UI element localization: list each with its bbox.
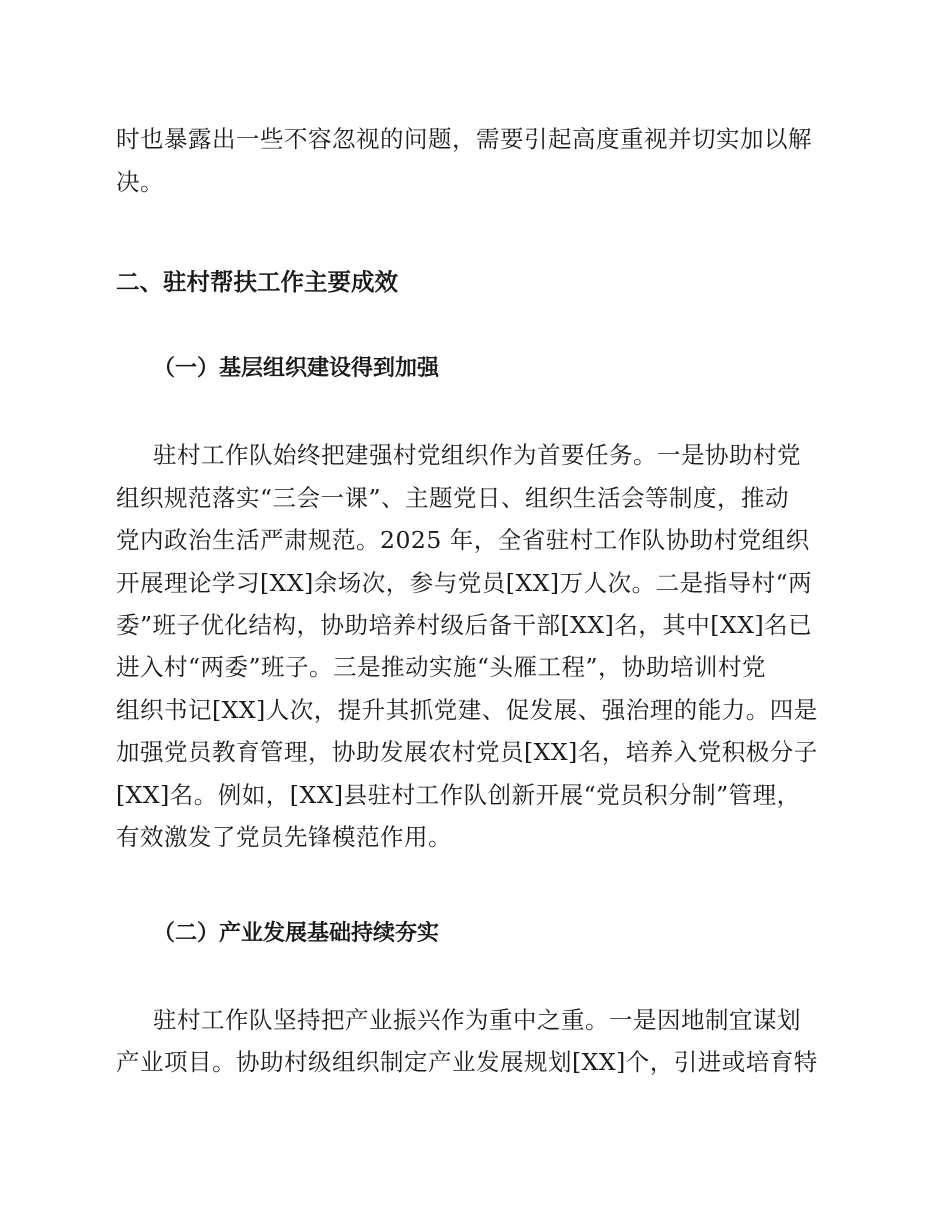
paragraph-line: 进入村“两委”班子。三是推动实施“头雁工程”，协助培训村党 (116, 653, 767, 681)
subsection-heading: （一）基层组织建设得到加强 (153, 355, 440, 381)
paragraph-line: 驻村工作队始终把建强村党组织作为首要任务。一是协助村党 (153, 441, 801, 469)
subsection-heading: （二）产业发展基础持续夯实 (153, 920, 440, 946)
paragraph-line: 委”班子优化结构，协助培养村级后备干部[XX]名，其中[XX]名已 (116, 611, 813, 639)
paragraph-line: 加强党员教育管理，协助发展农村党员[XX]名，培养入党积极分子 (116, 738, 818, 766)
paragraph-line: 开展理论学习[XX]余场次，参与党员[XX]万人次。二是指导村“两 (116, 569, 813, 597)
paragraph-line: 驻村工作队坚持把产业振兴作为重中之重。一是因地制宜谋划 (153, 1006, 801, 1034)
paragraph-line: 党内政治生活严肃规范。2025 年，全省驻村工作队协助村党组织 (116, 526, 810, 554)
paragraph-line: 有效激发了党员先锋模范作用。 (116, 823, 452, 851)
paragraph-line: 组织书记[XX]人次，提升其抓党建、促发展、强治理的能力。四是 (116, 696, 818, 724)
paragraph-line: 时也暴露出一些不容忽视的问题，需要引起高度重视并切实加以解 (116, 125, 812, 153)
paragraph-line: 组织规范落实“三会一课”、主题党日、组织生活会等制度，推动 (116, 484, 790, 512)
paragraph-line: 产业项目。协助村级组织制定产业发展规划[XX]个，引进或培育特 (116, 1048, 818, 1076)
paragraph-line: 决。 (116, 168, 164, 196)
paragraph-line: [XX]名。例如，[XX]县驻村工作队创新开展“党员积分制”管理， (116, 781, 801, 809)
section-heading: 二、驻村帮扶工作主要成效 (116, 268, 398, 296)
